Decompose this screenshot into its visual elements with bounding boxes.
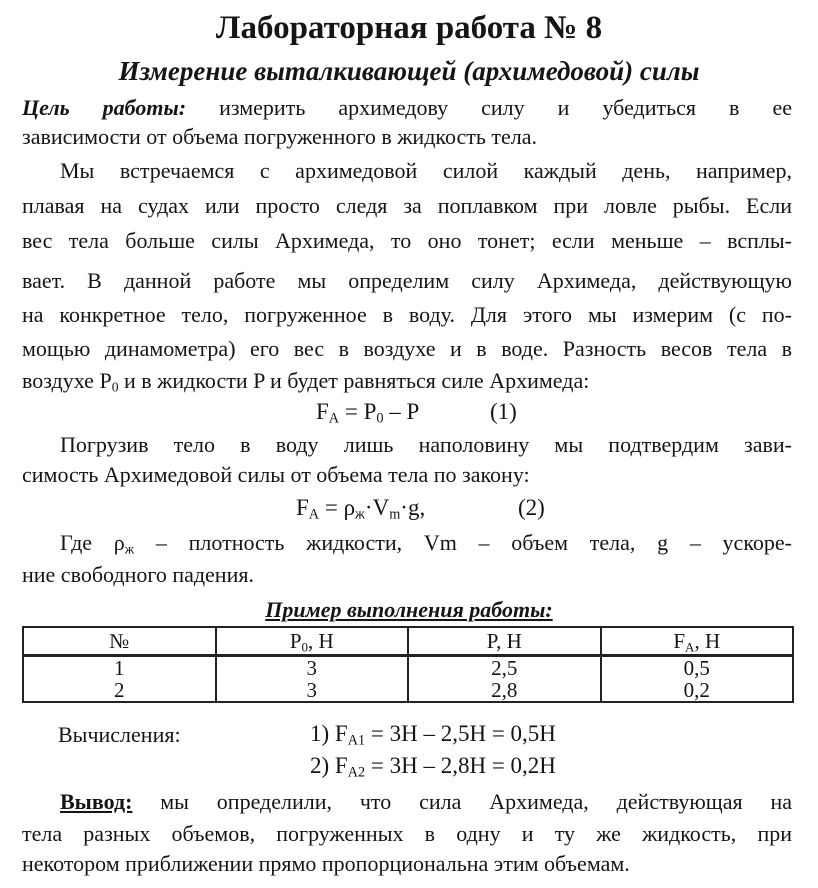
header-p: P, Н: [408, 627, 601, 656]
conclusion-line-3: некотором приближении прямо пропорциональна этим объемам.: [22, 851, 630, 876]
cell-p: 2,5: [408, 656, 601, 680]
cell-fa: 0,5: [601, 656, 794, 680]
table-row: [23, 656, 793, 680]
formula-2: $F_A = \rho_ж\cdot V_m\cdot g$,: [296, 495, 426, 523]
conclusion-line-1: [22, 789, 792, 815]
cell-fa: 0,2: [601, 679, 794, 702]
formula-1-number: (1): [490, 399, 517, 424]
conclusion-line-2: тела разных объемов, погруженных в одну и ту же жидкость, при: [22, 821, 792, 846]
para2-line-1: Погрузив тело в воду лишь наполовину мы подтвердим зави-: [60, 432, 792, 457]
cell-p0: 3: [216, 679, 409, 702]
intro-line-5: на конкретное тело, погруженное в воду. Для этого мы измерим (с по-: [22, 302, 792, 327]
conclusion-text: мы определили, что сила Архимеда, действующая на: [132, 789, 792, 814]
intro-line-2: плавая на судах или просто следя за поплавком при ловле рыбы. Если: [22, 193, 792, 218]
intro-line-7: воздухе $P_0$ и в жидкости P и будет равняться силе Архимеда:: [22, 368, 590, 395]
formula-2-number: (2): [518, 495, 545, 520]
intro-line-6: мощью динамометра) его вес в воздухе и в воде. Разность весов тела в: [22, 336, 792, 361]
cell-p: 2,8: [408, 679, 601, 702]
cell-p0: 3: [216, 656, 409, 680]
goal-line-2: зависимости от объема погруженного в жидкость тела.: [22, 124, 538, 149]
goal-label: Цель работы:: [22, 95, 187, 120]
goal-line: [22, 95, 792, 121]
calc-line-2: 2) $F_{A2} = 3Н - 2,8Н = 0,2Н$: [310, 753, 556, 781]
intro-line-1: Мы встречаемся с архимедовой силой каждый день, например,: [60, 158, 792, 183]
results-table: [22, 626, 794, 703]
para2-line-2: симость Архимедовой силы от объема тела по закону:: [22, 462, 530, 487]
cell-number: 2: [23, 679, 216, 702]
where-line-2: ние свободного падения.: [22, 562, 254, 587]
intro-line-3: вес тела больше силы Архимеда, то оно тонет; если меньше – всплы-: [22, 228, 792, 253]
cell-number: 1: [23, 656, 216, 680]
table-title: Пример выполнения работы:: [265, 597, 553, 622]
page-subtitle: Измерение выталкивающей (архимедовой) силы: [118, 56, 700, 86]
intro-line-4: вает. В данной работе мы определим силу Архимеда, действующую: [22, 268, 792, 293]
header-number: №: [23, 627, 216, 656]
where-line-1: Где $\rho_ж$ – плотность жидкости, Vm – объем тела, g – ускоре-: [60, 530, 792, 557]
goal-text: измерить архимедову силу и убедиться в ее: [186, 95, 792, 120]
conclusion-label: Вывод:: [60, 789, 133, 814]
calc-line-1: 1) $F_{A1} = 3Н - 2,5Н = 0,5Н$: [310, 721, 556, 749]
formula-1: $F_A = P_0 - P$: [316, 399, 420, 427]
page-title: Лабораторная работа № 8: [215, 10, 603, 46]
calc-label: Вычисления:: [58, 722, 181, 747]
table-header-row: [23, 627, 793, 656]
header-fa: $F_A$, Н: [601, 627, 794, 656]
header-p0: $P_0$, Н: [216, 627, 409, 656]
table-row: [23, 679, 793, 702]
